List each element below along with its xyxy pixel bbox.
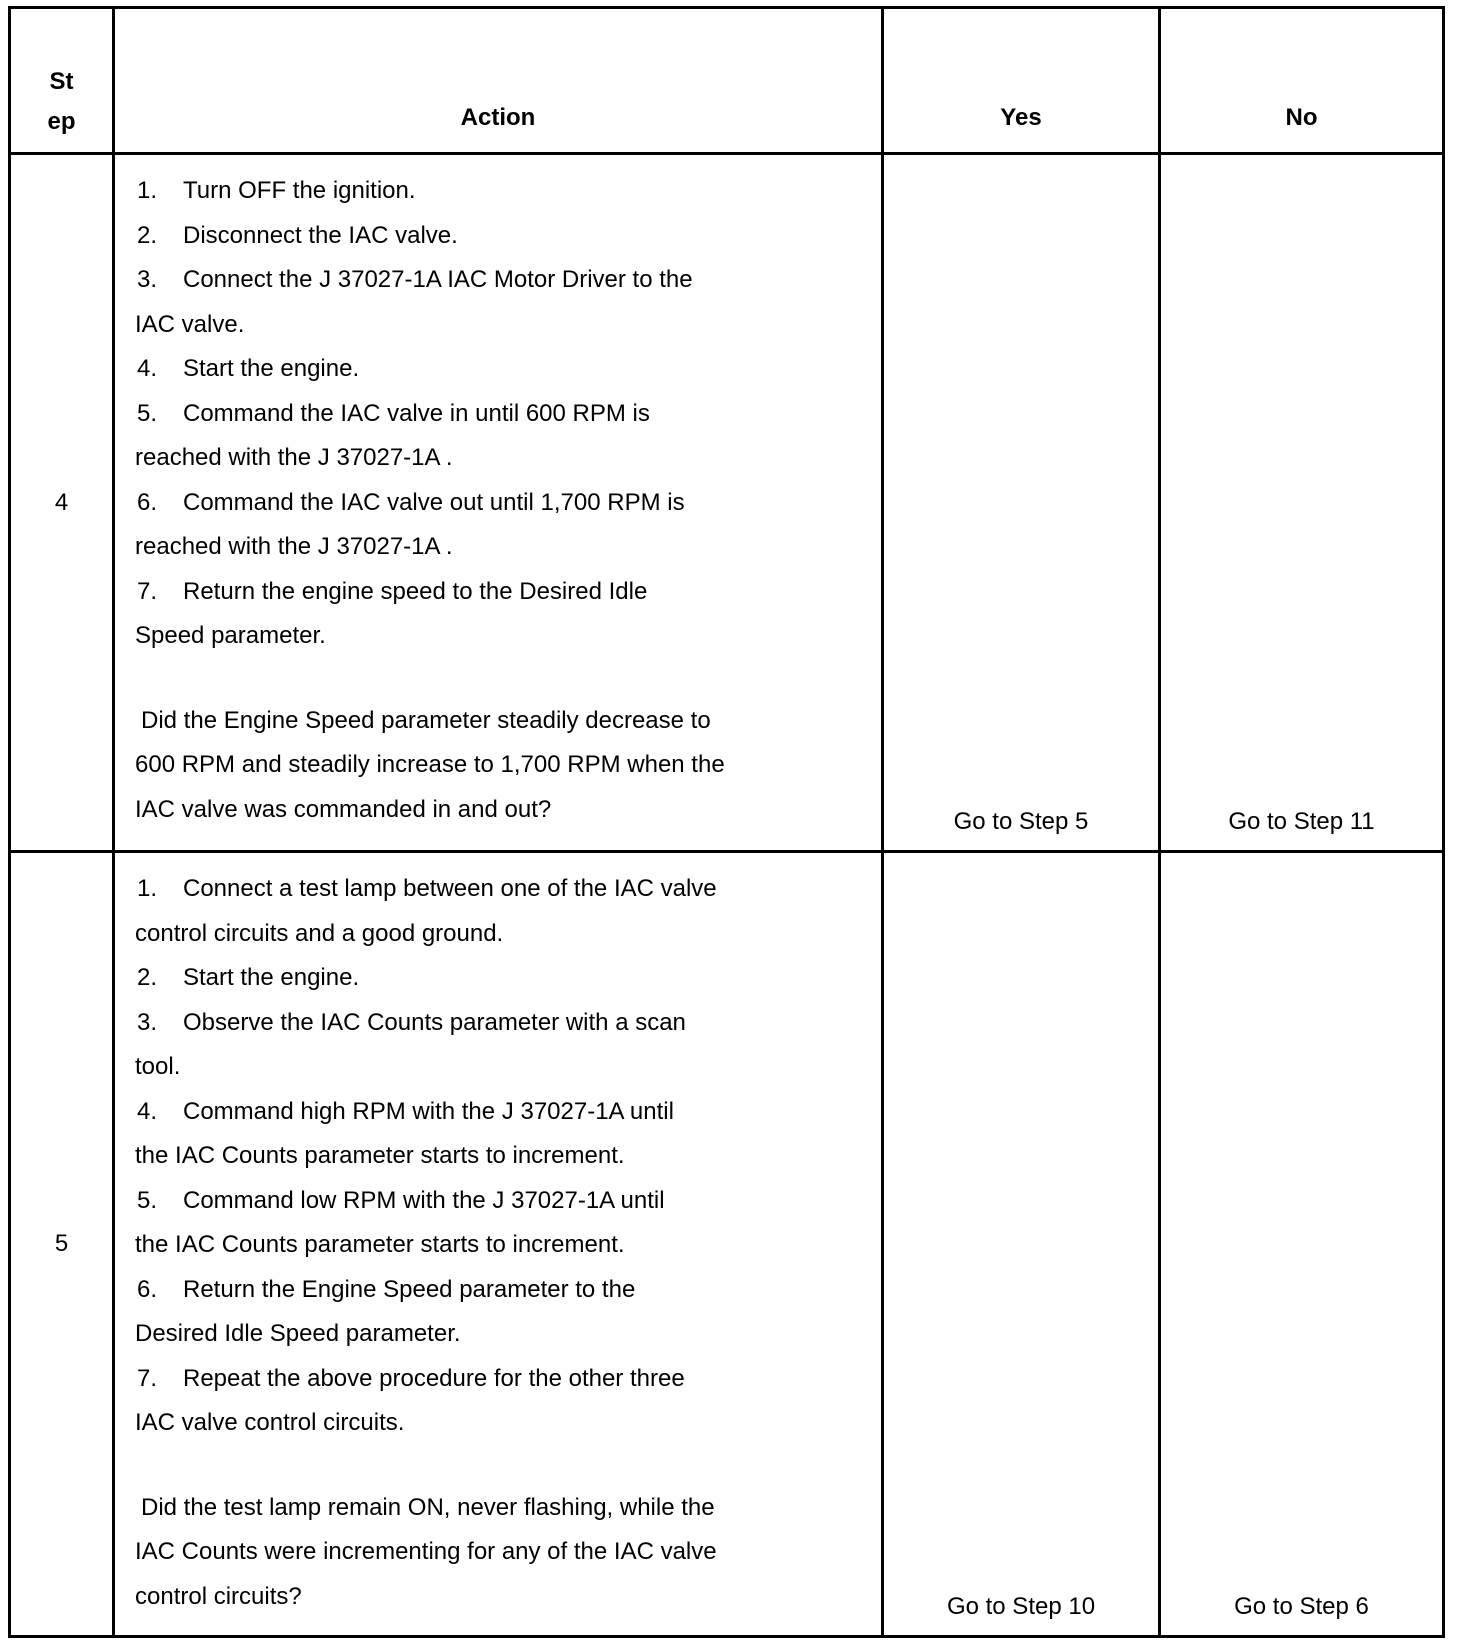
table-row [10, 852, 1444, 1637]
action-step: 6. Command the IAC valve out until 1,700 RPM is [137, 488, 685, 516]
question-line: control circuits? [135, 1582, 302, 1610]
action-step: 4. Command high RPM with the J 37027-1A until [137, 1097, 674, 1125]
action-step: 7. Return the engine speed to the Desired Idle [137, 577, 648, 605]
question-line: 600 RPM and steadily increase to 1,700 RPM when the [135, 751, 725, 778]
action-step-continued: IAC valve control circuits. [135, 1409, 405, 1436]
no-result: Go to Step 11 [1228, 808, 1375, 835]
action-step: 1. Turn OFF the ignition. [137, 177, 416, 204]
question-line: IAC valve was commanded in and out? [135, 795, 552, 823]
action-step-continued: reached with the J 37027-1A . [135, 444, 453, 471]
yes-cell [883, 154, 1160, 852]
yes-result: Go to Step 5 [953, 808, 1089, 835]
action-step: 3. Connect the J 37027-1A IAC Motor Driver to the [137, 266, 693, 293]
header-step-label: St ep [47, 68, 76, 135]
action-step: 2. Start the engine. [137, 964, 360, 991]
step-number: 5 [10, 852, 114, 1637]
header-step [10, 8, 114, 154]
action-step: 3. Observe the IAC Counts parameter with a scan [137, 1008, 686, 1036]
action-step: 2. Disconnect the IAC valve. [137, 221, 458, 249]
action-cell [114, 154, 883, 852]
no-cell [1160, 852, 1444, 1637]
header-no [1160, 8, 1444, 154]
action-step: 6. Return the Engine Speed parameter to the [137, 1275, 636, 1303]
header-yes [883, 8, 1160, 154]
diagnostic-table [8, 6, 1445, 1638]
no-cell [1160, 154, 1444, 852]
action-step: 4. Start the engine. [137, 355, 360, 382]
action-step-continued: Desired Idle Speed parameter. [135, 1320, 461, 1347]
action-step: 5. Command low RPM with the J 37027-1A until [137, 1186, 665, 1214]
action-step: 5. Command the IAC valve in until 600 RPM is [137, 399, 650, 427]
action-step: 7. Repeat the above procedure for the other three [137, 1364, 685, 1392]
action-step-continued: tool. [135, 1053, 181, 1080]
table-row [10, 154, 1444, 852]
header-no-label: No [1285, 104, 1318, 131]
action-step-continued: IAC valve. [135, 310, 245, 338]
header-yes-label: Yes [1000, 104, 1042, 131]
action-step-continued: the IAC Counts parameter starts to increment. [135, 1231, 625, 1258]
yes-cell [883, 852, 1160, 1637]
step-number: 4 [10, 154, 114, 852]
action-step-continued: reached with the J 37027-1A . [135, 533, 453, 560]
header-action-label: Action [460, 104, 536, 131]
no-result: Go to Step 6 [1234, 1593, 1369, 1620]
action-step-continued: the IAC Counts parameter starts to increment. [135, 1142, 625, 1169]
question-line: Did the Engine Speed parameter steadily decrease to [141, 706, 711, 734]
action-step-continued: control circuits and a good ground. [135, 919, 504, 947]
question-line: IAC Counts were incrementing for any of the IAC valve [135, 1538, 717, 1565]
yes-result: Go to Step 10 [946, 1593, 1096, 1620]
action-step-continued: Speed parameter. [135, 622, 326, 649]
action-step: 1. Connect a test lamp between one of the IAC valve [137, 875, 717, 902]
question-line: Did the test lamp remain ON, never flashing, while the [141, 1493, 715, 1521]
header-action [114, 8, 883, 154]
header-row [10, 8, 1444, 154]
action-cell [114, 852, 883, 1637]
